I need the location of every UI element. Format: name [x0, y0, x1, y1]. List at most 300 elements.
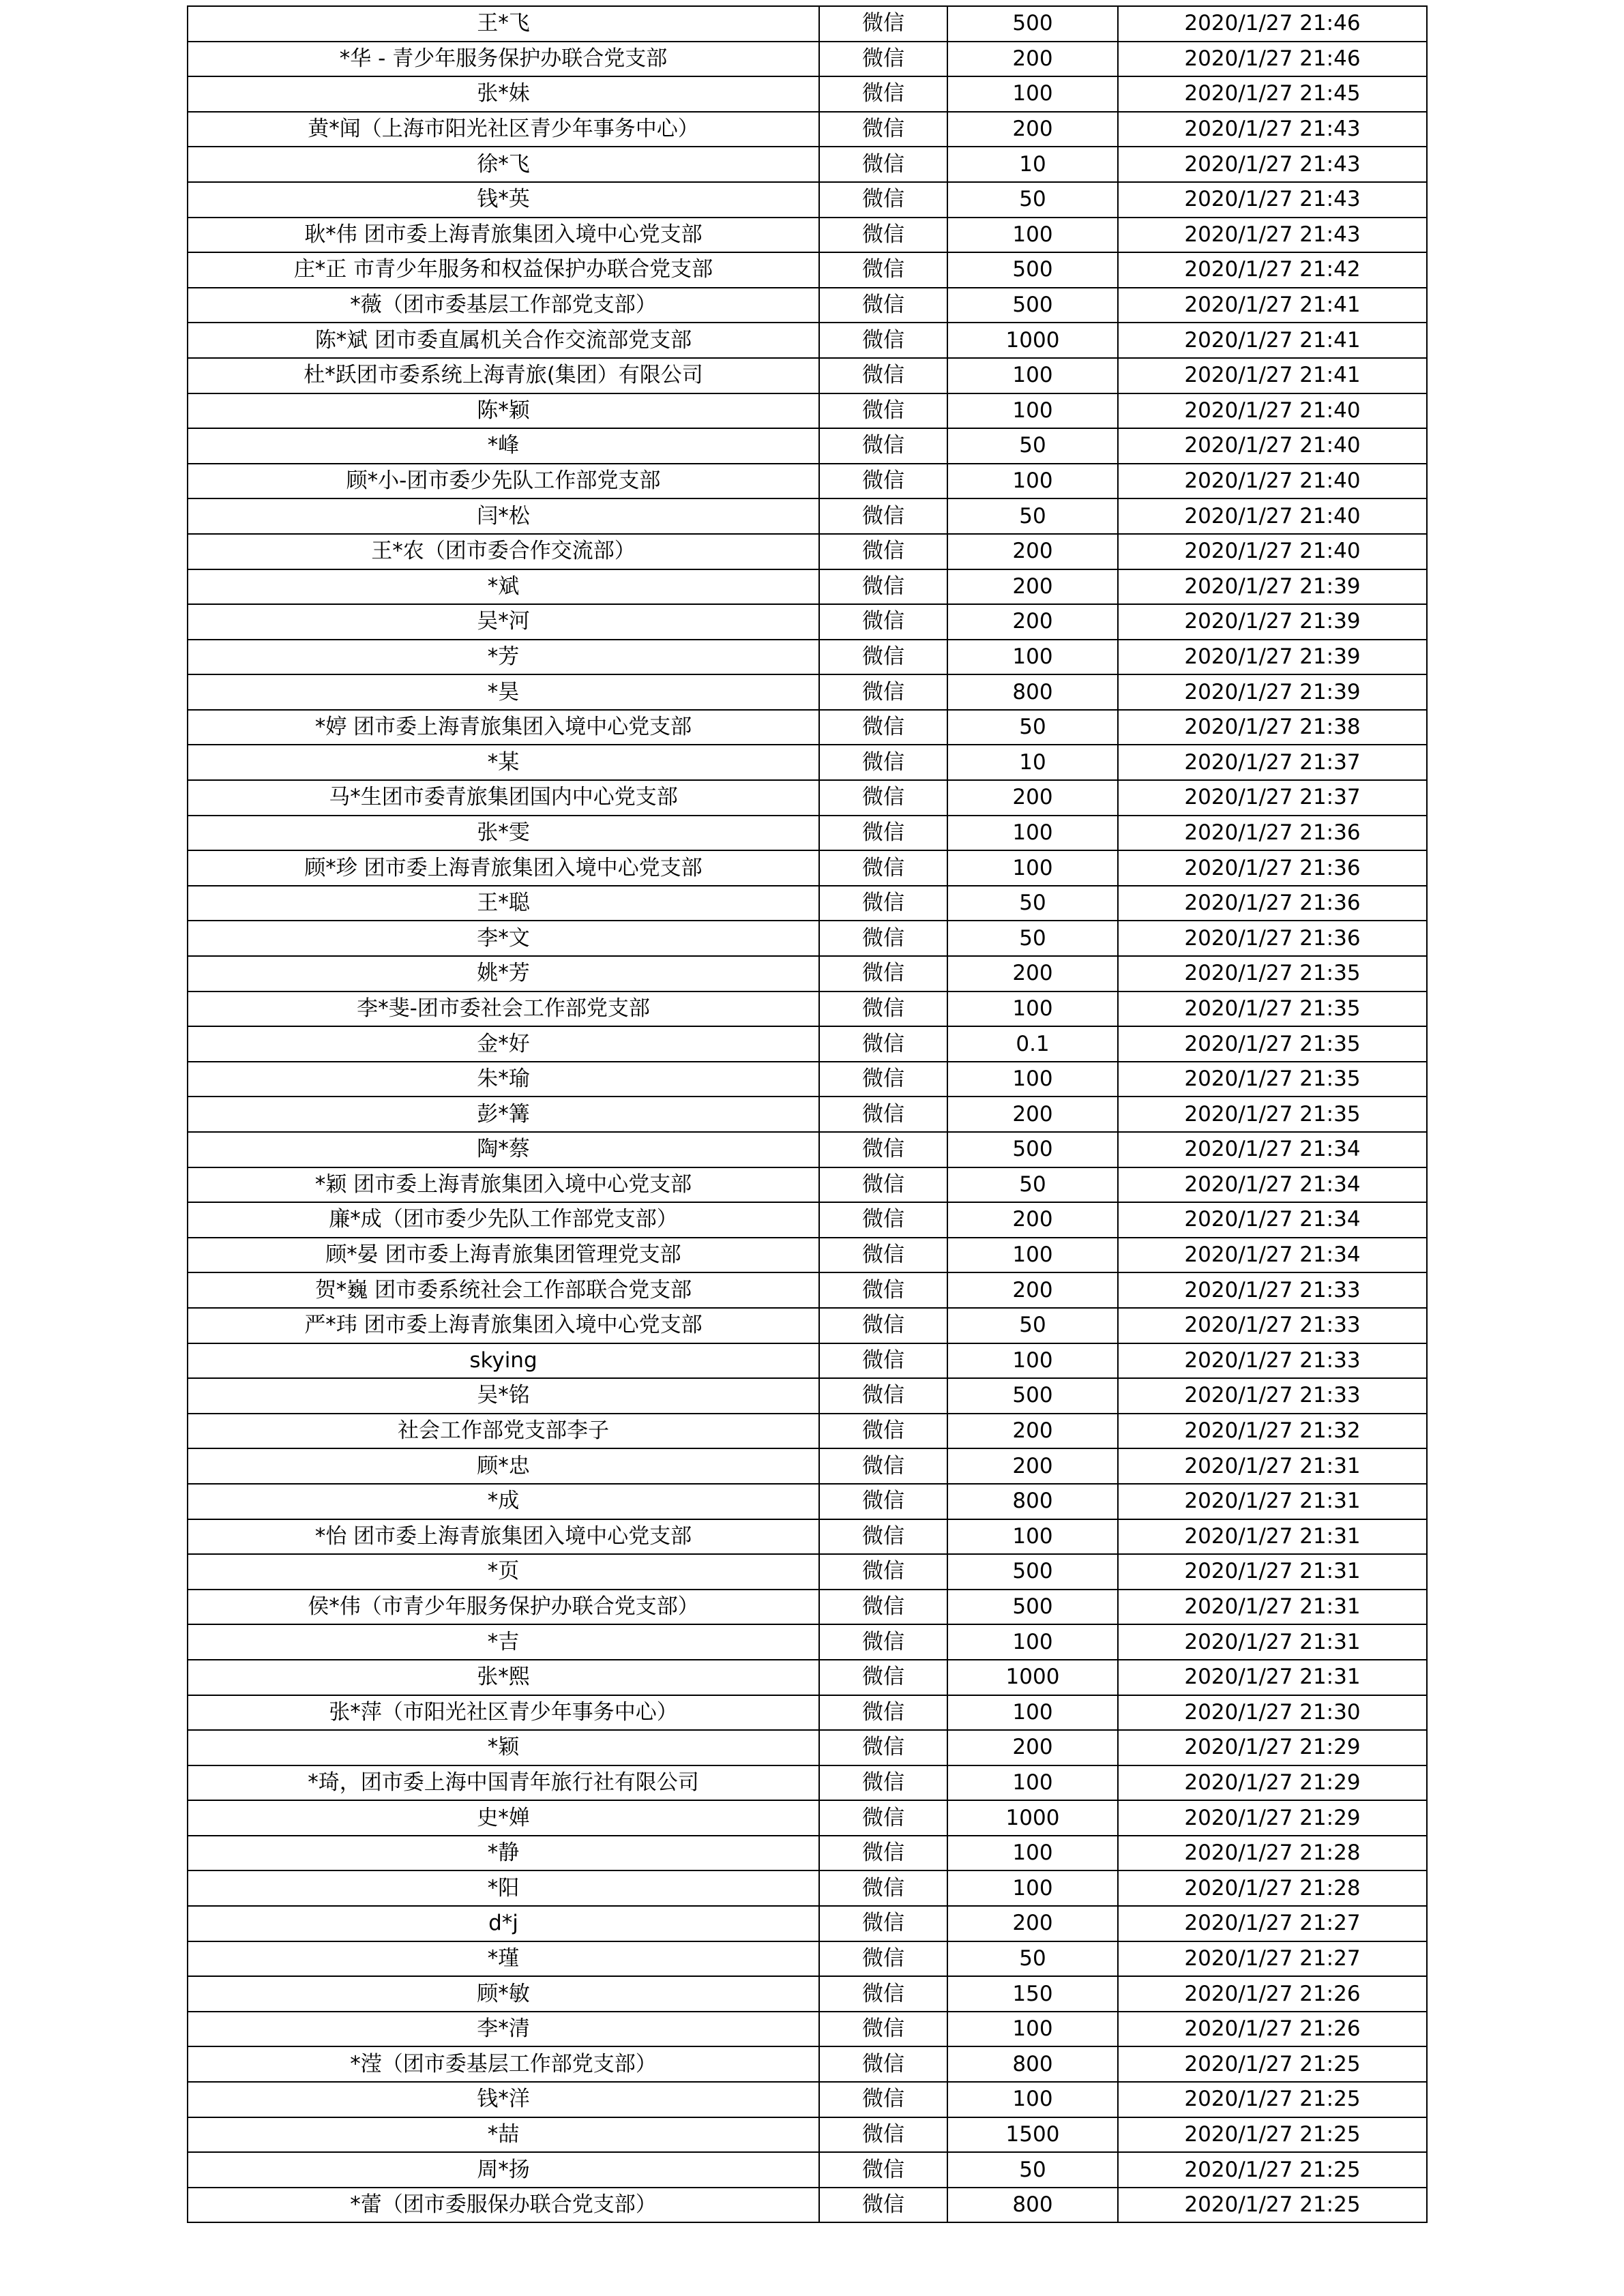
payment-channel-cell: 微信 — [819, 76, 947, 112]
donation-amount-cell: 200 — [947, 1414, 1118, 1449]
payment-channel-cell: 微信 — [819, 428, 947, 464]
donation-amount-cell: 800 — [947, 2188, 1118, 2223]
donation-time-cell: 2020/1/27 21:31 — [1118, 1554, 1427, 1590]
table-row — [188, 2046, 1427, 2082]
table-row — [188, 1132, 1427, 1167]
table-row — [188, 850, 1427, 886]
donation-time-cell: 2020/1/27 21:43 — [1118, 112, 1427, 147]
payment-channel-cell: 微信 — [819, 674, 947, 710]
donor-name-cell: 张*妹 — [188, 76, 819, 112]
donation-time-cell: 2020/1/27 21:27 — [1118, 1941, 1427, 1977]
donor-name-cell: *峰 — [188, 428, 819, 464]
table-row — [188, 1062, 1427, 1097]
table-row — [188, 780, 1427, 816]
donation-amount-cell: 100 — [947, 1836, 1118, 1871]
donation-amount-cell: 50 — [947, 710, 1118, 745]
payment-channel-cell: 微信 — [819, 1167, 947, 1203]
table-row — [188, 1026, 1427, 1062]
donation-amount-cell: 100 — [947, 816, 1118, 851]
donation-amount-cell: 50 — [947, 1167, 1118, 1203]
donor-name-cell: *昊 — [188, 674, 819, 710]
donation-time-cell: 2020/1/27 21:34 — [1118, 1202, 1427, 1238]
donor-name-cell: 钱*英 — [188, 182, 819, 218]
table-row — [188, 1590, 1427, 1625]
payment-channel-cell: 微信 — [819, 1695, 947, 1731]
donation-time-cell: 2020/1/27 21:31 — [1118, 1448, 1427, 1484]
donation-time-cell: 2020/1/27 21:36 — [1118, 886, 1427, 921]
donation-time-cell: 2020/1/27 21:27 — [1118, 1906, 1427, 1941]
donation-amount-cell: 100 — [947, 218, 1118, 253]
payment-channel-cell: 微信 — [819, 640, 947, 675]
donation-time-cell: 2020/1/27 21:36 — [1118, 816, 1427, 851]
donation-table — [187, 5, 1428, 2223]
donation-amount-cell: 200 — [947, 1906, 1118, 1941]
donation-amount-cell: 500 — [947, 6, 1118, 42]
table-row — [188, 2082, 1427, 2117]
payment-channel-cell: 微信 — [819, 2082, 947, 2117]
donation-time-cell: 2020/1/27 21:29 — [1118, 1765, 1427, 1801]
payment-channel-cell: 微信 — [819, 2188, 947, 2223]
donation-amount-cell: 500 — [947, 288, 1118, 323]
table-row — [188, 1378, 1427, 1414]
donation-amount-cell: 50 — [947, 886, 1118, 921]
payment-channel-cell: 微信 — [819, 1238, 947, 1273]
donation-time-cell: 2020/1/27 21:39 — [1118, 569, 1427, 605]
donation-amount-cell: 50 — [947, 1941, 1118, 1977]
table-row — [188, 112, 1427, 147]
donor-name-cell: 李*文 — [188, 921, 819, 956]
table-row — [188, 2152, 1427, 2188]
donor-name-cell: *蕾（团市委服保办联合党支部） — [188, 2188, 819, 2223]
payment-channel-cell: 微信 — [819, 956, 947, 992]
donation-amount-cell: 800 — [947, 674, 1118, 710]
donor-name-cell: *喆 — [188, 2117, 819, 2153]
donation-amount-cell: 100 — [947, 1343, 1118, 1379]
donation-time-cell: 2020/1/27 21:25 — [1118, 2046, 1427, 2082]
donation-amount-cell: 100 — [947, 1062, 1118, 1097]
donor-name-cell: *阳 — [188, 1870, 819, 1906]
payment-channel-cell: 微信 — [819, 1519, 947, 1555]
table-row — [188, 1308, 1427, 1343]
donor-name-cell: *颖 — [188, 1730, 819, 1765]
payment-channel-cell: 微信 — [819, 1590, 947, 1625]
donation-time-cell: 2020/1/27 21:43 — [1118, 218, 1427, 253]
donor-name-cell: 顾*忠 — [188, 1448, 819, 1484]
donation-time-cell: 2020/1/27 21:39 — [1118, 674, 1427, 710]
donation-amount-cell: 200 — [947, 1097, 1118, 1132]
payment-channel-cell: 微信 — [819, 1800, 947, 1836]
payment-channel-cell: 微信 — [819, 710, 947, 745]
table-row — [188, 428, 1427, 464]
donation-time-cell: 2020/1/27 21:40 — [1118, 393, 1427, 429]
table-row — [188, 218, 1427, 253]
table-row — [188, 2188, 1427, 2223]
donor-name-cell: 周*扬 — [188, 2152, 819, 2188]
payment-channel-cell: 微信 — [819, 1026, 947, 1062]
table-row — [188, 182, 1427, 218]
donation-time-cell: 2020/1/27 21:30 — [1118, 1695, 1427, 1731]
payment-channel-cell: 微信 — [819, 112, 947, 147]
donor-name-cell: 彭*篝 — [188, 1097, 819, 1132]
donor-name-cell: *薇（团市委基层工作部党支部） — [188, 288, 819, 323]
payment-channel-cell: 微信 — [819, 604, 947, 640]
donation-amount-cell: 100 — [947, 1870, 1118, 1906]
payment-channel-cell: 微信 — [819, 1836, 947, 1871]
table-row — [188, 569, 1427, 605]
donor-name-cell: 杜*跃团市委系统上海青旅(集团）有限公司 — [188, 358, 819, 393]
donor-name-cell: 张*雯 — [188, 816, 819, 851]
payment-channel-cell: 微信 — [819, 745, 947, 780]
payment-channel-cell: 微信 — [819, 1414, 947, 1449]
payment-channel-cell: 微信 — [819, 2012, 947, 2047]
donation-time-cell: 2020/1/27 21:26 — [1118, 2012, 1427, 2047]
donor-name-cell: *静 — [188, 1836, 819, 1871]
donation-amount-cell: 200 — [947, 1730, 1118, 1765]
donation-time-cell: 2020/1/27 21:32 — [1118, 1414, 1427, 1449]
payment-channel-cell: 微信 — [819, 1660, 947, 1695]
donation-amount-cell: 150 — [947, 1976, 1118, 2012]
donation-time-cell: 2020/1/27 21:35 — [1118, 1097, 1427, 1132]
table-row — [188, 393, 1427, 429]
donor-name-cell: 侯*伟（市青少年服务保护办联合党支部） — [188, 1590, 819, 1625]
donor-name-cell: 金*好 — [188, 1026, 819, 1062]
table-row — [188, 1202, 1427, 1238]
table-row — [188, 1695, 1427, 1731]
donor-name-cell: *琦，团市委上海中国青年旅行社有限公司 — [188, 1765, 819, 1801]
donation-amount-cell: 100 — [947, 640, 1118, 675]
donation-amount-cell: 200 — [947, 1202, 1118, 1238]
payment-channel-cell: 微信 — [819, 2117, 947, 2153]
donation-amount-cell: 1000 — [947, 1800, 1118, 1836]
table-row — [188, 1448, 1427, 1484]
donation-amount-cell: 100 — [947, 76, 1118, 112]
donation-amount-cell: 50 — [947, 498, 1118, 534]
table-row — [188, 1976, 1427, 2012]
payment-channel-cell: 微信 — [819, 323, 947, 358]
table-row — [188, 1484, 1427, 1519]
donation-time-cell: 2020/1/27 21:43 — [1118, 147, 1427, 182]
table-row — [188, 886, 1427, 921]
donation-time-cell: 2020/1/27 21:29 — [1118, 1730, 1427, 1765]
donation-time-cell: 2020/1/27 21:39 — [1118, 604, 1427, 640]
donation-amount-cell: 1000 — [947, 1660, 1118, 1695]
donation-time-cell: 2020/1/27 21:40 — [1118, 498, 1427, 534]
donation-time-cell: 2020/1/27 21:33 — [1118, 1378, 1427, 1414]
donation-time-cell: 2020/1/27 21:31 — [1118, 1624, 1427, 1660]
payment-channel-cell: 微信 — [819, 358, 947, 393]
donation-time-cell: 2020/1/27 21:46 — [1118, 42, 1427, 77]
payment-channel-cell: 微信 — [819, 780, 947, 816]
donation-time-cell: 2020/1/27 21:35 — [1118, 956, 1427, 992]
donor-name-cell: 庄*正 市青少年服务和权益保护办联合党支部 — [188, 252, 819, 288]
table-row — [188, 1765, 1427, 1801]
payment-channel-cell: 微信 — [819, 147, 947, 182]
payment-channel-cell: 微信 — [819, 1378, 947, 1414]
table-row — [188, 42, 1427, 77]
donor-name-cell: 马*生团市委青旅集团国内中心党支部 — [188, 780, 819, 816]
donor-name-cell: *瑾 — [188, 1941, 819, 1977]
donor-name-cell: *滢（团市委基层工作部党支部） — [188, 2046, 819, 2082]
table-row — [188, 1343, 1427, 1379]
donor-name-cell: 李*斐-团市委社会工作部党支部 — [188, 992, 819, 1027]
table-row — [188, 358, 1427, 393]
donation-amount-cell: 10 — [947, 147, 1118, 182]
donor-name-cell: *某 — [188, 745, 819, 780]
donor-name-cell: 闫*松 — [188, 498, 819, 534]
donation-amount-cell: 0.1 — [947, 1026, 1118, 1062]
payment-channel-cell: 微信 — [819, 6, 947, 42]
donation-amount-cell: 50 — [947, 182, 1118, 218]
donation-amount-cell: 500 — [947, 1590, 1118, 1625]
donation-time-cell: 2020/1/27 21:33 — [1118, 1272, 1427, 1308]
payment-channel-cell: 微信 — [819, 498, 947, 534]
donation-time-cell: 2020/1/27 21:41 — [1118, 288, 1427, 323]
donation-amount-cell: 1000 — [947, 323, 1118, 358]
payment-channel-cell: 微信 — [819, 1132, 947, 1167]
donation-time-cell: 2020/1/27 21:36 — [1118, 850, 1427, 886]
donation-time-cell: 2020/1/27 21:37 — [1118, 745, 1427, 780]
donation-amount-cell: 100 — [947, 464, 1118, 499]
donation-time-cell: 2020/1/27 21:36 — [1118, 921, 1427, 956]
donor-name-cell: skying — [188, 1343, 819, 1379]
donation-time-cell: 2020/1/27 21:34 — [1118, 1132, 1427, 1167]
donor-name-cell: 王*飞 — [188, 6, 819, 42]
donor-name-cell: 张*萍（市阳光社区青少年事务中心） — [188, 1695, 819, 1731]
donation-time-cell: 2020/1/27 21:29 — [1118, 1800, 1427, 1836]
donation-amount-cell: 200 — [947, 780, 1118, 816]
donation-amount-cell: 50 — [947, 2152, 1118, 2188]
table-row — [188, 1624, 1427, 1660]
table-row — [188, 76, 1427, 112]
payment-channel-cell: 微信 — [819, 1765, 947, 1801]
table-row — [188, 816, 1427, 851]
donation-table-body — [188, 6, 1427, 2222]
donation-time-cell: 2020/1/27 21:31 — [1118, 1590, 1427, 1625]
donation-amount-cell: 100 — [947, 1765, 1118, 1801]
payment-channel-cell: 微信 — [819, 921, 947, 956]
donation-time-cell: 2020/1/27 21:38 — [1118, 710, 1427, 745]
payment-channel-cell: 微信 — [819, 393, 947, 429]
table-row — [188, 2117, 1427, 2153]
table-row — [188, 1660, 1427, 1695]
table-row — [188, 1414, 1427, 1449]
donor-name-cell: 史*婵 — [188, 1800, 819, 1836]
table-row — [188, 745, 1427, 780]
table-row — [188, 604, 1427, 640]
donation-time-cell: 2020/1/27 21:45 — [1118, 76, 1427, 112]
donation-time-cell: 2020/1/27 21:35 — [1118, 992, 1427, 1027]
table-row — [188, 1836, 1427, 1871]
donation-time-cell: 2020/1/27 21:35 — [1118, 1062, 1427, 1097]
donation-amount-cell: 500 — [947, 1378, 1118, 1414]
payment-channel-cell: 微信 — [819, 1484, 947, 1519]
donation-amount-cell: 200 — [947, 604, 1118, 640]
table-row — [188, 992, 1427, 1027]
donor-name-cell: 黄*闻（上海市阳光社区青少年事务中心） — [188, 112, 819, 147]
table-row — [188, 288, 1427, 323]
donation-time-cell: 2020/1/27 21:26 — [1118, 1976, 1427, 2012]
donor-name-cell: *斌 — [188, 569, 819, 605]
donation-amount-cell: 200 — [947, 42, 1118, 77]
donation-amount-cell: 500 — [947, 252, 1118, 288]
donor-name-cell: *吉 — [188, 1624, 819, 1660]
donation-amount-cell: 100 — [947, 393, 1118, 429]
donor-name-cell: 张*熙 — [188, 1660, 819, 1695]
payment-channel-cell: 微信 — [819, 1343, 947, 1379]
donation-time-cell: 2020/1/27 21:40 — [1118, 464, 1427, 499]
donor-name-cell: 耿*伟 团市委上海青旅集团入境中心党支部 — [188, 218, 819, 253]
donation-amount-cell: 500 — [947, 1132, 1118, 1167]
table-row — [188, 6, 1427, 42]
table-row — [188, 252, 1427, 288]
donor-name-cell: 吴*铭 — [188, 1378, 819, 1414]
donation-amount-cell: 200 — [947, 112, 1118, 147]
donor-name-cell: 陈*颖 — [188, 393, 819, 429]
table-row — [188, 1906, 1427, 1941]
donor-name-cell: 吴*河 — [188, 604, 819, 640]
donation-amount-cell: 100 — [947, 1238, 1118, 1273]
donor-name-cell: *怡 团市委上海青旅集团入境中心党支部 — [188, 1519, 819, 1555]
donation-amount-cell: 500 — [947, 1554, 1118, 1590]
payment-channel-cell: 微信 — [819, 2152, 947, 2188]
donation-amount-cell: 10 — [947, 745, 1118, 780]
donation-amount-cell: 100 — [947, 2012, 1118, 2047]
table-row — [188, 1238, 1427, 1273]
donation-time-cell: 2020/1/27 21:34 — [1118, 1167, 1427, 1203]
table-row — [188, 1941, 1427, 1977]
donation-time-cell: 2020/1/27 21:40 — [1118, 428, 1427, 464]
payment-channel-cell: 微信 — [819, 464, 947, 499]
donor-name-cell: 顾*珍 团市委上海青旅集团入境中心党支部 — [188, 850, 819, 886]
donor-name-cell: 陶*蔡 — [188, 1132, 819, 1167]
donor-name-cell: 李*清 — [188, 2012, 819, 2047]
donor-name-cell: 王*聪 — [188, 886, 819, 921]
donor-name-cell: *婷 团市委上海青旅集团入境中心党支部 — [188, 710, 819, 745]
donor-name-cell: 严*玮 团市委上海青旅集团入境中心党支部 — [188, 1308, 819, 1343]
donation-time-cell: 2020/1/27 21:28 — [1118, 1836, 1427, 1871]
donor-name-cell: 廉*成（团市委少先队工作部党支部） — [188, 1202, 819, 1238]
donation-time-cell: 2020/1/27 21:42 — [1118, 252, 1427, 288]
donation-amount-cell: 100 — [947, 850, 1118, 886]
donation-time-cell: 2020/1/27 21:25 — [1118, 2152, 1427, 2188]
donation-amount-cell: 200 — [947, 1272, 1118, 1308]
donor-name-cell: *成 — [188, 1484, 819, 1519]
donation-amount-cell: 100 — [947, 2082, 1118, 2117]
table-row — [188, 1554, 1427, 1590]
table-row — [188, 323, 1427, 358]
donation-time-cell: 2020/1/27 21:41 — [1118, 323, 1427, 358]
donation-amount-cell: 200 — [947, 534, 1118, 569]
donor-name-cell: 陈*斌 团市委直属机关合作交流部党支部 — [188, 323, 819, 358]
donation-time-cell: 2020/1/27 21:33 — [1118, 1308, 1427, 1343]
donation-time-cell: 2020/1/27 21:31 — [1118, 1484, 1427, 1519]
payment-channel-cell: 微信 — [819, 850, 947, 886]
donation-time-cell: 2020/1/27 21:39 — [1118, 640, 1427, 675]
donation-time-cell: 2020/1/27 21:37 — [1118, 780, 1427, 816]
donation-amount-cell: 200 — [947, 569, 1118, 605]
donor-name-cell: 顾*敏 — [188, 1976, 819, 2012]
donation-amount-cell: 800 — [947, 1484, 1118, 1519]
donor-name-cell: 社会工作部党支部李子 — [188, 1414, 819, 1449]
payment-channel-cell: 微信 — [819, 1870, 947, 1906]
donor-name-cell: 贺*巍 团市委系统社会工作部联合党支部 — [188, 1272, 819, 1308]
donor-name-cell: *颖 团市委上海青旅集团入境中心党支部 — [188, 1167, 819, 1203]
donation-time-cell: 2020/1/27 21:33 — [1118, 1343, 1427, 1379]
payment-channel-cell: 微信 — [819, 1308, 947, 1343]
table-row — [188, 464, 1427, 499]
payment-channel-cell: 微信 — [819, 42, 947, 77]
donation-time-cell: 2020/1/27 21:46 — [1118, 6, 1427, 42]
donation-amount-cell: 100 — [947, 1624, 1118, 1660]
donation-amount-cell: 100 — [947, 1695, 1118, 1731]
table-row — [188, 498, 1427, 534]
donor-name-cell: 顾*小-团市委少先队工作部党支部 — [188, 464, 819, 499]
donation-time-cell: 2020/1/27 21:41 — [1118, 358, 1427, 393]
table-row — [188, 1272, 1427, 1308]
payment-channel-cell: 微信 — [819, 534, 947, 569]
payment-channel-cell: 微信 — [819, 1448, 947, 1484]
payment-channel-cell: 微信 — [819, 886, 947, 921]
donation-amount-cell: 50 — [947, 428, 1118, 464]
donation-amount-cell: 50 — [947, 921, 1118, 956]
payment-channel-cell: 微信 — [819, 1272, 947, 1308]
payment-channel-cell: 微信 — [819, 252, 947, 288]
table-row — [188, 534, 1427, 569]
table-row — [188, 1519, 1427, 1555]
donation-time-cell: 2020/1/27 21:28 — [1118, 1870, 1427, 1906]
payment-channel-cell: 微信 — [819, 1730, 947, 1765]
payment-channel-cell: 微信 — [819, 1097, 947, 1132]
payment-channel-cell: 微信 — [819, 218, 947, 253]
donation-time-cell: 2020/1/27 21:25 — [1118, 2117, 1427, 2153]
donation-amount-cell: 800 — [947, 2046, 1118, 2082]
table-row — [188, 1800, 1427, 1836]
table-row — [188, 2012, 1427, 2047]
table-row — [188, 1097, 1427, 1132]
donation-amount-cell: 100 — [947, 358, 1118, 393]
donation-time-cell: 2020/1/27 21:25 — [1118, 2188, 1427, 2223]
table-row — [188, 921, 1427, 956]
donor-name-cell: *芳 — [188, 640, 819, 675]
donor-name-cell: *华 - 青少年服务保护办联合党支部 — [188, 42, 819, 77]
table-row — [188, 1167, 1427, 1203]
table-row — [188, 640, 1427, 675]
payment-channel-cell: 微信 — [819, 1554, 947, 1590]
donor-name-cell: 王*农（团市委合作交流部） — [188, 534, 819, 569]
table-row — [188, 674, 1427, 710]
donation-time-cell: 2020/1/27 21:34 — [1118, 1238, 1427, 1273]
table-row — [188, 1870, 1427, 1906]
payment-channel-cell: 微信 — [819, 1976, 947, 2012]
payment-channel-cell: 微信 — [819, 1062, 947, 1097]
donation-time-cell: 2020/1/27 21:43 — [1118, 182, 1427, 218]
payment-channel-cell: 微信 — [819, 1624, 947, 1660]
payment-channel-cell: 微信 — [819, 992, 947, 1027]
donor-name-cell: 姚*芳 — [188, 956, 819, 992]
donor-name-cell: *页 — [188, 1554, 819, 1590]
payment-channel-cell: 微信 — [819, 1202, 947, 1238]
table-row — [188, 956, 1427, 992]
donor-name-cell: 徐*飞 — [188, 147, 819, 182]
donation-amount-cell: 100 — [947, 992, 1118, 1027]
payment-channel-cell: 微信 — [819, 2046, 947, 2082]
table-row — [188, 710, 1427, 745]
donation-amount-cell: 100 — [947, 1519, 1118, 1555]
table-row — [188, 1730, 1427, 1765]
donation-time-cell: 2020/1/27 21:35 — [1118, 1026, 1427, 1062]
payment-channel-cell: 微信 — [819, 1941, 947, 1977]
donation-time-cell: 2020/1/27 21:31 — [1118, 1519, 1427, 1555]
